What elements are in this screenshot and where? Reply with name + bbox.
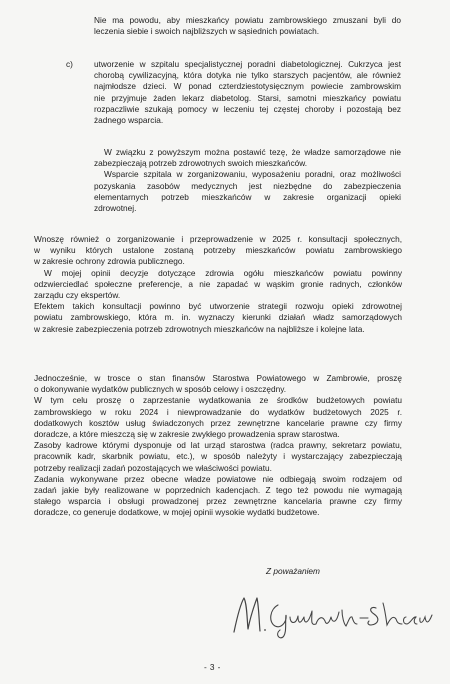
text-line: zambrowskiego w roku 2024 i niewprowadzanie do wydatków budżetowych 2025 r.: [34, 406, 402, 417]
paragraph-finance: [34, 373, 402, 519]
text-line: Jednocześnie, w trosce o stan finansów Starostwa Powiatowego w Zambrowie, proszę: [34, 373, 402, 383]
text-line: zadań jakie były realizowane w poprzednich kadencjach. Z tego też powodu nie wymagają: [34, 485, 402, 496]
text-line: zabezpieczają potrzeb zdrowotnych swoich mieszkańców.: [94, 158, 308, 169]
text-line: dodatkowych kosztów usług świadczonych przez zewnętrzne kancelarie prawne czy firmy: [34, 417, 402, 428]
list-item-c: [94, 59, 401, 126]
text-line: o dokonywanie wydatków publicznych w sposób celowy i oszczędny.: [34, 384, 287, 395]
text-line: najmłodsze dzieci. W ponad czterdziestotysięcznym powiecie zambrowskim: [94, 81, 401, 92]
text-line: W tym celu proszę o zaprzestanie wydatkowania ze środków budżetowych powiatu: [34, 395, 402, 406]
paragraph-connection: [94, 147, 401, 214]
text-line: powiatu zambrowskiego, która m. in. wyznaczy kierunki działań władz samorządowych: [34, 312, 402, 323]
text-line: Wsparcie szpitala w zorganizowaniu, wyposażeniu poradni, oraz możliwości: [104, 169, 401, 180]
text-line: utworzenie w szpitalu specjalistycznej poradni diabetologicznej. Cukrzyca jest: [94, 59, 401, 69]
text-line: rozpaczliwie szukają pomocy w leczeniu tej częstej choroby i pozostają bez: [94, 103, 401, 114]
text-line: elementarnych potrzeb mieszkańców w zakresie organizacji opieki: [94, 191, 401, 202]
text-line: zdrowotnej.: [94, 203, 137, 214]
list-marker-c: c): [66, 59, 73, 69]
text-line: Wnoszę również o zorganizowanie i przeprowadzenie w 2025 r. konsultacji społecznych,: [34, 234, 402, 244]
closing-salutation: Z poważaniem: [266, 566, 320, 576]
text-line: odzwierciedlać społeczne preferencje, a nie zapadać w wąskim gronie radnych, członków: [34, 278, 402, 289]
paragraph-consultation: [34, 234, 402, 335]
text-line: Efektem takich konsultacji powinno być utworzenie strategii rozwoju opieki zdrowotnej: [34, 301, 402, 312]
text-line: W mojej opinii decyzje dotyczące zdrowia ogółu mieszkańców powiatu powinny: [44, 267, 402, 278]
text-line: Zasoby kadrowe którymi dysponuje od lat urząd starostwa (radca prawny, sekretarz powiatu,: [34, 440, 402, 451]
text-line: żadnego wsparcia.: [94, 115, 164, 126]
text-line: w zakresie ochrony zdrowia publicznego.: [34, 256, 185, 267]
paragraph-intro: [94, 15, 401, 37]
text-line: Nie ma powodu, aby mieszkańcy powiatu zambrowskiego zmuszani byli do: [94, 15, 401, 25]
text-line: leczenia siebie i swoich najbliższych w sąsiednich powiatach.: [94, 26, 320, 37]
page-number: - 3 -: [204, 662, 221, 672]
text-line: stałego wsparcia i obsługi prowadzonej przez zewnętrzne kancelaria prawne czy firmy: [34, 496, 402, 507]
text-line: Zadania wykonywane przez obecne władze powiatowe nie odbiegają swoim rodzajem od: [34, 473, 402, 484]
text-line: W związku z powyższym można postawić tezę, że władze samorządowe nie: [104, 147, 401, 157]
text-line: pozyskania zasobów medycznych jest niezbędne do zabezpieczenia: [94, 180, 401, 191]
text-line: chorobą cywilizacyjną, która dotyka nie tylko starszych pacjentów, ale również: [94, 70, 401, 81]
text-line: doradcze, co generuje dodatkowe, w mojej opinii wysokie wydatki budżetowe.: [34, 507, 320, 518]
text-line: zarządu czy ekspertów.: [34, 290, 121, 301]
text-line: w zakresie zabezpieczenia potrzeb zdrowotnych mieszkańców na najbliższe i kolejne lata.: [34, 323, 365, 334]
text-line: w wyniku których ustalone zostaną potrzeby mieszkańców powiatu zambrowskiego: [34, 245, 402, 256]
text-line: doradcze, a które mieszczą się w zakresie zwykłego prowadzenia spraw starostwa.: [34, 429, 340, 440]
text-line: nie przyjmuje żaden lekarz diabetolog. Starsi, samotni mieszkańcy powiatu: [94, 92, 401, 103]
text-line: potrzeby realizacji zadań pozostających we właściwości powiatu.: [34, 462, 272, 473]
text-line: pracownik kadr, skarbnik powiatu, etc.), w sposób należyty i wystarczający zabezpieczają: [34, 451, 402, 462]
handwritten-signature: [226, 590, 436, 642]
